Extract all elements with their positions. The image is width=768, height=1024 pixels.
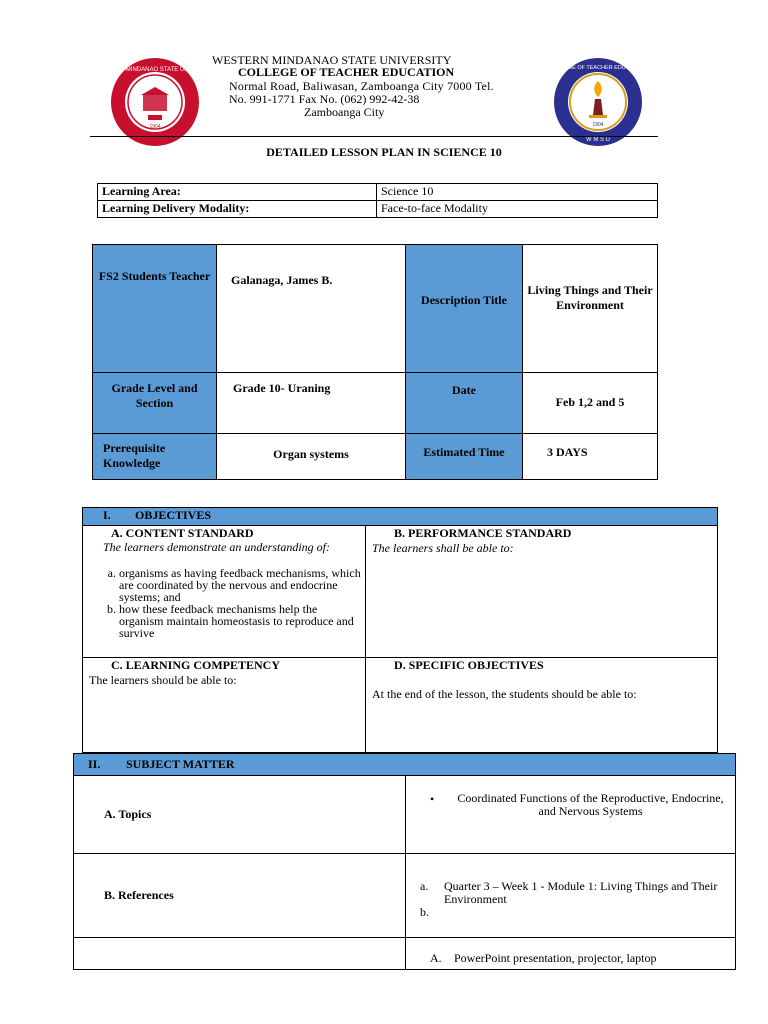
description-title-label: Description Title: [406, 245, 523, 373]
references-cell: [406, 854, 736, 938]
students-teacher-value: Galanaga, James B.: [217, 245, 406, 373]
page-title: DETAILED LESSON PLAN IN SCIENCE 10: [266, 145, 502, 159]
reference-b-value: [444, 906, 731, 919]
specific-objectives-cell: [366, 658, 718, 753]
learning-area-table: [97, 183, 658, 218]
content-standard-list: [89, 567, 361, 639]
wmsu-seal-icon: [94, 57, 216, 147]
performance-standard-title: B. PERFORMANCE STANDARD: [394, 526, 572, 540]
topics-label: A. Topics: [74, 776, 406, 854]
estimated-time-value: 3 DAYS: [523, 434, 658, 480]
content-standard-title: A. CONTENT STANDARD: [111, 526, 254, 540]
bullet-icon: •: [430, 792, 435, 806]
subject-matter-table: [73, 753, 736, 970]
estimated-time-label: Estimated Time: [406, 434, 523, 480]
university-name: WESTERN MINDANAO STATE UNIVERSITY: [212, 53, 452, 67]
wmsu-seal-logo: [94, 57, 216, 147]
list-item: b. how these feedback mechanisms help the organism maintain homeostasis to reproduce and survive: [119, 603, 361, 639]
materials-cell: [406, 938, 736, 970]
topics-value: Coordinated Functions of the Reproductive, Endocrine, and Nervous Systems: [457, 791, 724, 818]
specific-objectives-intro: At the end of the lesson, the students should be able to:: [372, 687, 637, 701]
topics-cell: [406, 776, 736, 854]
reference-marker-b: b.: [420, 905, 429, 919]
modality-label: Learning Delivery Modality:: [98, 201, 377, 218]
prerequisite-label: Prerequisite Knowledge: [93, 434, 217, 480]
svg-text:COLLEGE OF TEACHER EDUCATION: COLLEGE OF TEACHER EDUCATION: [549, 65, 647, 71]
description-title-value: Living Things and Their Environment: [523, 245, 658, 373]
materials-label-cell: [74, 938, 406, 970]
prerequisite-value: Organ systems: [217, 434, 406, 480]
grade-level-label: Grade Level and Section: [93, 373, 217, 434]
svg-text:1904: 1904: [149, 124, 161, 130]
address-line-2: No. 991-1771 Fax No. (062) 992-42-38: [229, 92, 420, 106]
cte-seal-logo: [549, 57, 647, 147]
list-item: a. organisms as having feedback mechanisms, which are coordinated by the nervous and endocrine systems; and: [119, 567, 361, 603]
learning-competency-title: C. LEARNING COMPETENCY: [111, 658, 281, 672]
date-label: Date: [406, 373, 523, 434]
performance-standard-intro: The learners shall be able to:: [372, 541, 514, 555]
svg-text:W M S U: W M S U: [586, 137, 610, 143]
address-line-1: Normal Road, Baliwasan, Zamboanga City 7000 Tel.: [229, 79, 494, 93]
objectives-heading: [83, 508, 718, 526]
subject-matter-heading-number: II.: [88, 757, 101, 771]
reference-marker-a: a.: [420, 879, 429, 893]
subject-matter-heading-text: SUBJECT MATTER: [126, 757, 235, 771]
specific-objectives-title: D. SPECIFIC OBJECTIVES: [394, 658, 544, 672]
grade-level-value: Grade 10- Uraning: [217, 373, 406, 434]
svg-text:WESTERN MINDANAO STATE UNIVERS: WESTERN MINDANAO STATE UNIVERSITY: [94, 67, 216, 73]
references-label: B. References: [74, 854, 406, 938]
objectives-heading-text: OBJECTIVES: [135, 508, 212, 522]
svg-text:1904: 1904: [592, 122, 604, 128]
material-a-value: PowerPoint presentation, projector, laptop: [454, 951, 657, 965]
performance-standard-cell: [366, 526, 718, 658]
objectives-table: [82, 507, 718, 753]
learning-area-label: Learning Area:: [98, 184, 377, 201]
content-standard-cell: [83, 526, 366, 658]
learning-area-value: Science 10: [377, 184, 658, 201]
objectives-heading-number: I.: [103, 508, 111, 522]
address-line-3: Zamboanga City: [304, 105, 385, 119]
material-marker-a: A.: [430, 951, 442, 965]
learning-competency-cell: [83, 658, 366, 753]
students-teacher-label: FS2 Students Teacher: [93, 245, 217, 373]
subject-matter-heading: [74, 754, 736, 776]
date-value: Feb 1,2 and 5: [523, 373, 658, 434]
reference-a-value: Quarter 3 – Week 1 - Module 1: Living Things and Their Environment: [444, 879, 718, 906]
college-name: COLLEGE OF TEACHER EDUCATION: [238, 65, 455, 79]
modality-value: Face-to-face Modality: [377, 201, 658, 218]
content-standard-intro: The learners demonstrate an understanding of:: [103, 540, 330, 554]
learning-competency-intro: The learners should be able to:: [89, 673, 237, 687]
header-divider: [90, 136, 658, 137]
details-table: [92, 244, 658, 480]
cte-seal-icon: [549, 57, 647, 147]
